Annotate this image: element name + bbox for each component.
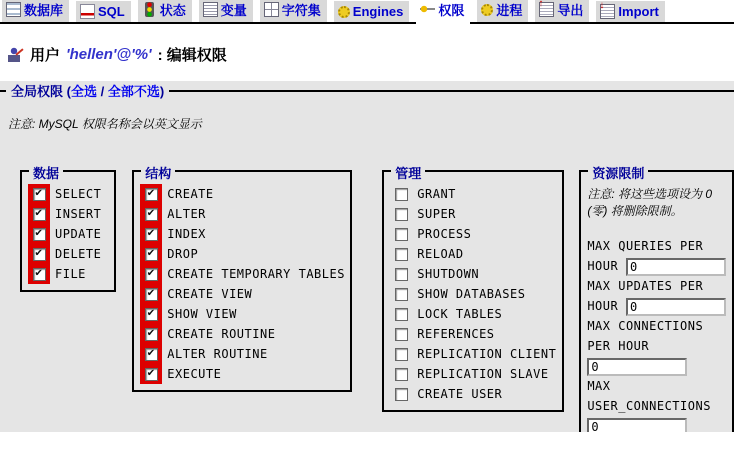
resource-field bbox=[587, 276, 726, 316]
privilege-label[interactable]: PROCESS bbox=[417, 227, 472, 241]
privilege-label[interactable]: SHOW VIEW bbox=[167, 307, 237, 321]
privilege-checkbox[interactable] bbox=[395, 328, 408, 341]
checkbox-cell bbox=[140, 344, 162, 364]
privilege-checkbox[interactable] bbox=[395, 288, 408, 301]
resource-field bbox=[587, 376, 726, 432]
checkbox-cell bbox=[28, 224, 50, 244]
checkbox-cell bbox=[28, 204, 50, 224]
privilege-checkbox[interactable] bbox=[395, 348, 408, 361]
privilege-checkbox[interactable] bbox=[145, 368, 158, 381]
resource-field bbox=[587, 236, 726, 276]
privilege-row bbox=[28, 244, 108, 264]
privilege-checkbox[interactable] bbox=[395, 268, 408, 281]
max-connections-per-hour-input[interactable] bbox=[587, 358, 687, 376]
privilege-checkbox[interactable] bbox=[145, 228, 158, 241]
checkbox-cell bbox=[28, 264, 50, 284]
privilege-row bbox=[140, 304, 344, 324]
import-icon bbox=[600, 4, 615, 19]
export-icon bbox=[539, 2, 554, 17]
checkbox-cell bbox=[140, 224, 162, 244]
privilege-checkbox[interactable] bbox=[145, 188, 158, 201]
privilege-checkbox[interactable] bbox=[145, 328, 158, 341]
check-all-link[interactable]: 全选 bbox=[70, 84, 97, 99]
uncheck-all-link[interactable]: 全部不选 bbox=[107, 84, 160, 99]
privilege-row bbox=[390, 384, 556, 404]
privilege-row bbox=[28, 264, 108, 284]
max-user-connections-input[interactable] bbox=[587, 418, 687, 433]
privilege-row bbox=[390, 324, 556, 344]
checkbox-cell bbox=[140, 304, 162, 324]
group-legend: 管理 bbox=[391, 163, 425, 182]
privilege-checkbox[interactable] bbox=[395, 228, 408, 241]
tab-privileges[interactable] bbox=[416, 0, 470, 22]
privilege-checkbox[interactable] bbox=[33, 228, 46, 241]
processes-icon bbox=[481, 4, 493, 16]
checkbox-cell bbox=[390, 244, 412, 264]
tab-label: Engines bbox=[352, 4, 404, 19]
privilege-label[interactable]: SUPER bbox=[417, 207, 456, 221]
privilege-label[interactable]: CREATE bbox=[167, 187, 214, 201]
checkbox-cell bbox=[390, 284, 412, 304]
page-title bbox=[8, 44, 734, 65]
checkbox-cell bbox=[390, 364, 412, 384]
privilege-checkbox[interactable] bbox=[145, 268, 158, 281]
group-administration bbox=[382, 166, 564, 412]
privilege-label[interactable]: CREATE VIEW bbox=[167, 287, 253, 301]
resource-fields bbox=[587, 236, 726, 432]
privilege-checkbox[interactable] bbox=[145, 248, 158, 261]
privilege-checkbox[interactable] bbox=[395, 308, 408, 321]
global-privileges-legend bbox=[6, 81, 169, 100]
max-updates-per-hour-input[interactable] bbox=[626, 298, 726, 316]
privilege-label[interactable]: LOCK TABLES bbox=[417, 307, 503, 321]
checkbox-cell bbox=[390, 344, 412, 364]
privilege-label[interactable]: FILE bbox=[55, 267, 86, 281]
privilege-row bbox=[140, 244, 344, 264]
max-queries-per-hour-input[interactable] bbox=[626, 258, 726, 276]
resource-label: MAX USER_CONNECTIONS bbox=[587, 379, 711, 413]
privilege-label[interactable]: CREATE USER bbox=[417, 387, 503, 401]
status-icon bbox=[145, 2, 154, 17]
checkbox-cell bbox=[140, 284, 162, 304]
checkbox-cell bbox=[390, 204, 412, 224]
user-edit-icon bbox=[8, 47, 24, 63]
checkbox-cell bbox=[28, 244, 50, 264]
paren: ) bbox=[159, 84, 165, 99]
privilege-label[interactable]: REPLICATION CLIENT bbox=[417, 347, 557, 361]
tab-variables[interactable] bbox=[199, 0, 253, 22]
checkbox-cell bbox=[140, 204, 162, 224]
paren: ( bbox=[66, 84, 71, 99]
privilege-row bbox=[390, 264, 556, 284]
tab-export[interactable] bbox=[535, 0, 589, 22]
group-structure bbox=[132, 166, 352, 392]
tab-label: Import bbox=[618, 4, 659, 19]
privilege-label[interactable]: ALTER bbox=[167, 207, 206, 221]
checkbox-cell bbox=[390, 264, 412, 284]
privilege-checkbox[interactable] bbox=[395, 388, 408, 401]
privilege-label[interactable]: EXECUTE bbox=[167, 367, 222, 381]
global-privileges-header bbox=[0, 81, 734, 101]
privilege-row bbox=[140, 364, 344, 384]
privilege-checkbox[interactable] bbox=[145, 208, 158, 221]
checkbox-cell bbox=[140, 264, 162, 284]
privilege-row bbox=[390, 204, 556, 224]
tab-label: 变量 bbox=[220, 3, 247, 18]
privilege-checkbox[interactable] bbox=[33, 248, 46, 261]
privilege-row bbox=[390, 224, 556, 244]
tab-engines[interactable] bbox=[334, 1, 410, 22]
tab-status[interactable] bbox=[138, 0, 192, 22]
privilege-checkbox[interactable] bbox=[145, 308, 158, 321]
privilege-checkbox[interactable] bbox=[33, 188, 46, 201]
tab-label: 进程 bbox=[496, 3, 523, 18]
sql-icon bbox=[80, 4, 95, 19]
privilege-label[interactable]: CREATE TEMPORARY TABLES bbox=[167, 267, 345, 281]
tab-label: 数据库 bbox=[24, 3, 64, 18]
privilege-label[interactable]: REFERENCES bbox=[417, 327, 495, 341]
privilege-checkbox[interactable] bbox=[395, 208, 408, 221]
checkbox-cell bbox=[390, 184, 412, 204]
privilege-row bbox=[28, 224, 108, 244]
privilege-row bbox=[140, 184, 344, 204]
privilege-row bbox=[390, 184, 556, 204]
resource-field bbox=[587, 316, 726, 376]
resource-limits-fieldset bbox=[579, 166, 734, 432]
privilege-row bbox=[390, 304, 556, 324]
tab-label: 权限 bbox=[438, 3, 465, 18]
privilege-row bbox=[390, 284, 556, 304]
tab-label: 字符集 bbox=[281, 3, 321, 18]
privilege-row bbox=[140, 324, 344, 344]
privilege-row bbox=[140, 284, 344, 304]
engines-icon bbox=[338, 6, 350, 18]
privilege-label[interactable]: DELETE bbox=[55, 247, 102, 261]
privilege-label[interactable]: SHUTDOWN bbox=[417, 267, 480, 281]
privilege-label[interactable]: REPLICATION SLAVE bbox=[417, 367, 549, 381]
checkbox-cell bbox=[390, 324, 412, 344]
privilege-checkbox[interactable] bbox=[395, 188, 408, 201]
privilege-checkbox[interactable] bbox=[33, 208, 46, 221]
checkbox-cell bbox=[28, 184, 50, 204]
global-legend-text: 全局权限 bbox=[11, 84, 64, 99]
checkbox-cell bbox=[140, 324, 162, 344]
tab-sql[interactable] bbox=[76, 1, 131, 22]
privilege-row bbox=[140, 224, 344, 244]
tab-processes[interactable] bbox=[477, 0, 528, 22]
privilege-row bbox=[140, 204, 344, 224]
privilege-label[interactable]: SHOW DATABASES bbox=[417, 287, 526, 301]
resource-label: MAX QUERIES PER HOUR bbox=[587, 239, 704, 273]
privileges-note: 注意: MySQL 权限名称会以英文显示 bbox=[8, 117, 202, 131]
link-separator: / bbox=[100, 84, 105, 99]
group-data bbox=[20, 166, 116, 292]
privilege-label[interactable]: INDEX bbox=[167, 227, 206, 241]
checkbox-cell bbox=[390, 224, 412, 244]
privilege-row bbox=[28, 184, 108, 204]
tab-import[interactable] bbox=[596, 1, 664, 22]
tab-databases[interactable] bbox=[2, 0, 69, 22]
tab-charsets[interactable] bbox=[260, 0, 327, 22]
tab-label: SQL bbox=[98, 4, 125, 19]
checkbox-cell bbox=[140, 244, 162, 264]
privileges-icon bbox=[420, 2, 435, 17]
privilege-checkbox[interactable] bbox=[395, 368, 408, 381]
privilege-label[interactable]: ALTER ROUTINE bbox=[167, 347, 268, 361]
title-suffix: : 编辑权限 bbox=[157, 47, 227, 64]
tab-label: 导出 bbox=[557, 3, 584, 18]
checkbox-cell bbox=[140, 364, 162, 384]
resource-label: MAX UPDATES PER HOUR bbox=[587, 279, 704, 313]
privilege-label[interactable]: UPDATE bbox=[55, 227, 102, 241]
databases-icon bbox=[6, 2, 21, 17]
group-legend: 结构 bbox=[141, 163, 175, 182]
privilege-row bbox=[140, 264, 344, 284]
resource-label: MAX CONNECTIONS PER HOUR bbox=[587, 319, 704, 353]
charsets-icon bbox=[264, 2, 279, 17]
privilege-checkbox[interactable] bbox=[145, 348, 158, 361]
privilege-label[interactable]: SELECT bbox=[55, 187, 102, 201]
privilege-label[interactable]: GRANT bbox=[417, 187, 456, 201]
privilege-row bbox=[28, 204, 108, 224]
group-legend: 数据 bbox=[29, 163, 63, 182]
privilege-label[interactable]: RELOAD bbox=[417, 247, 464, 261]
checkbox-cell bbox=[390, 384, 412, 404]
privilege-row bbox=[390, 344, 556, 364]
tab-bar bbox=[0, 0, 734, 24]
global-privileges-fieldset bbox=[0, 81, 734, 432]
privilege-checkbox[interactable] bbox=[145, 288, 158, 301]
privilege-label[interactable]: INSERT bbox=[55, 207, 102, 221]
privilege-label[interactable]: DROP bbox=[167, 247, 199, 261]
variables-icon bbox=[203, 2, 218, 17]
privilege-label[interactable]: CREATE ROUTINE bbox=[167, 327, 276, 341]
title-username: 'hellen'@'%' bbox=[66, 46, 152, 63]
resource-limits-legend: 资源限制 bbox=[588, 163, 648, 182]
title-prefix: 用户 bbox=[30, 47, 61, 64]
privilege-row bbox=[140, 344, 344, 364]
privilege-checkbox[interactable] bbox=[395, 248, 408, 261]
resource-limits-note: 注意: 将这些选项设为 0 (零) 将删除限制。 bbox=[587, 187, 713, 218]
tab-label: 状态 bbox=[159, 3, 186, 18]
checkbox-cell bbox=[140, 184, 162, 204]
checkbox-cell bbox=[390, 304, 412, 324]
privilege-groups bbox=[20, 166, 734, 432]
privilege-row bbox=[390, 244, 556, 264]
privilege-row bbox=[390, 364, 556, 384]
privilege-checkbox[interactable] bbox=[33, 268, 46, 281]
